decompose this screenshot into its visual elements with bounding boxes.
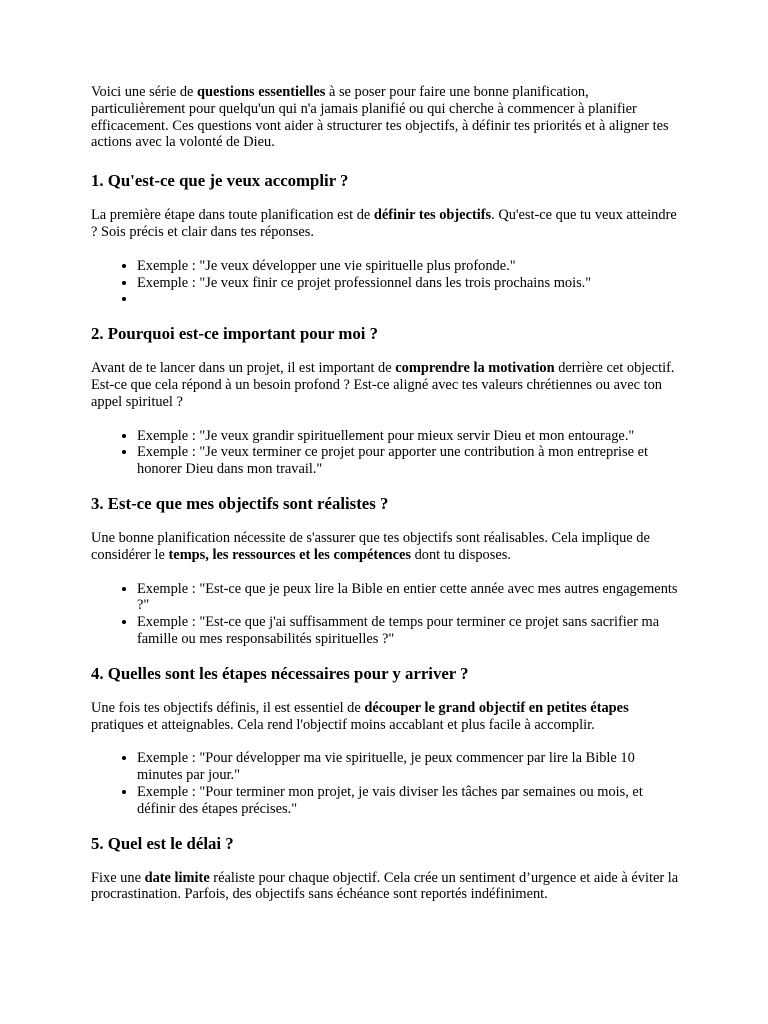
example-list [91, 428, 681, 478]
example-item: • Exemple : "Est-ce que j'ai suffisamment de temps pour terminer ce projet sans sacrifier ma famille ou mes responsabilités spirituelles ?" [137, 614, 681, 648]
example-item: • Exemple : "Je veux terminer ce projet pour apporter une contribution à mon entreprise et honorer Dieu dans mon travail." [137, 444, 681, 478]
section-heading: 2. Pourquoi est-ce important pour moi ? [91, 324, 378, 344]
example-item: • Exemple : "Je veux développer une vie spirituelle plus profonde." [137, 258, 681, 275]
section-heading: 5. Quel est le délai ? [91, 833, 234, 853]
section-text: Une bonne planification nécessite de s'assurer que tes objectifs sont réalisables. Cela implique de considérer le [91, 529, 650, 563]
example-item: • Exemple : "Pour développer ma vie spirituelle, je peux commencer par lire la Bible 10 minutes par jour." [137, 750, 681, 784]
example-item: • Exemple : "Pour terminer mon projet, je vais diviser les tâches par semaines ou mois, et définir des étapes précises." [137, 784, 681, 818]
example-list [91, 258, 681, 308]
section-heading: 4. Quelles sont les étapes nécessaires pour y arriver ? [91, 663, 469, 683]
example-item: • Exemple : "Je veux grandir spirituellement pour mieux servir Dieu et mon entourage." [137, 428, 681, 445]
example-list [91, 581, 681, 648]
document-content [91, 84, 681, 920]
section-text: Fixe une [91, 869, 145, 886]
section-text: Une fois tes objectifs définis, il est essentiel de [91, 699, 365, 716]
intro-paragraph [91, 84, 681, 151]
section-bold: définir tes objectifs [373, 207, 492, 224]
section-paragraph [91, 360, 681, 410]
section-text: La première étape dans toute planification est de [91, 207, 374, 224]
section-text: réaliste pour chaque objectif. Cela crée un sentiment d’urgence et aide à éviter la procrastination. Parfois, des objectifs sans échéance sont reportés indéfiniment. [91, 869, 679, 903]
section-text: dont tu disposes. [410, 546, 511, 563]
section-paragraph [91, 870, 681, 904]
section-text: . Qu'est-ce que tu veux atteindre ? Sois précis et clair dans tes réponses. [91, 207, 677, 240]
section-text: pratiques et atteignables. Cela rend l'objectif moins accablant et plus facile à accomplir. [91, 716, 595, 733]
intro-text: Voici une série de [91, 84, 198, 100]
section-text: derrière cet objectif. Est-ce que cela répond à un besoin profond ? Est-ce aligné avec tes valeurs chrétiennes ou avec ton appel spirituel ? [91, 360, 675, 410]
section-bold: date limite [144, 869, 210, 886]
section-heading: 3. Est-ce que mes objectifs sont réalistes ? [91, 493, 389, 513]
example-list [91, 750, 681, 817]
intro-text: à se poser pour faire une bonne planification, particulièrement pour quelqu'un qui n'a jamais planifié ou qui cherche à commencer à planifier efficacement. Ces questions vont aider à structurer tes objectifs, à définir tes priorités et à aligner tes actions avec la volonté de Dieu. [91, 84, 669, 151]
example-item: • Exemple : "Est-ce que je peux lire la Bible en entier cette année avec mes autres engagements ?" [137, 581, 681, 615]
section-paragraph [91, 530, 681, 564]
empty-list-item [137, 291, 681, 308]
section-bold: temps, les ressources et les compétences [168, 546, 411, 563]
section-heading: 1. Qu'est-ce que je veux accomplir ? [91, 171, 349, 191]
section-paragraph [91, 207, 681, 241]
intro-bold: questions essentielles [197, 84, 326, 100]
example-item: • Exemple : "Je veux finir ce projet professionnel dans les trois prochains mois." [137, 275, 681, 292]
section-bold: comprendre la motivation [395, 360, 555, 377]
section-paragraph [91, 700, 681, 734]
section-bold: découper le grand objectif en petites étapes [364, 699, 629, 716]
section-text: Avant de te lancer dans un projet, il est important de [91, 360, 396, 377]
